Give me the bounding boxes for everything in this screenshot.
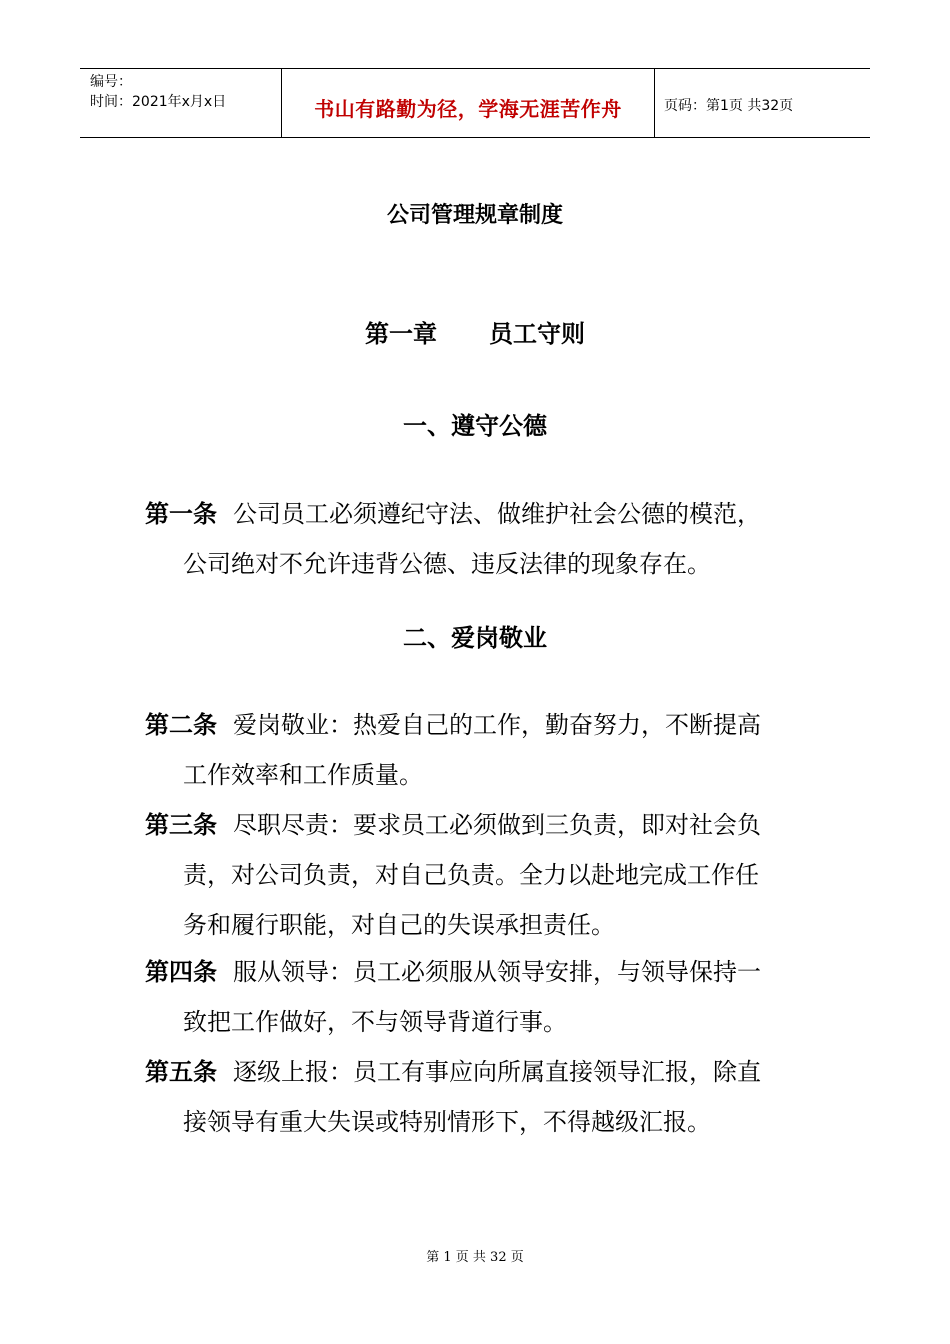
article-number: 第三条 (145, 811, 217, 839)
page-footer: 第 1 页 共 32 页 (426, 1250, 524, 1265)
article-number: 第二条 (145, 711, 217, 739)
article-text: 责，对公司负责，对自己负责。全力以赴地完成工作任 (183, 861, 759, 889)
number-label: 编号： (90, 74, 132, 90)
article-text: 公司员工必须遵纪守法、做维护社会公德的模范， (233, 500, 761, 528)
chapter-heading (0, 314, 950, 349)
page-info: 页码：第1页 共32页 (664, 98, 794, 114)
header-table (80, 68, 870, 138)
article-3 (145, 800, 815, 950)
header-right-cell (654, 69, 870, 137)
time-label: 时间：2021年x月x日 (90, 94, 227, 110)
article-text: 致把工作做好，不与领导背道行事。 (183, 1008, 567, 1036)
article-text: 逐级上报：员工有事应向所属直接领导汇报，除直 (233, 1058, 761, 1086)
article-text: 服从领导：员工必须服从领导安排，与领导保持一 (233, 958, 761, 986)
article-number: 第四条 (145, 958, 217, 986)
article-text: 公司绝对不允许违背公德、违反法律的现象存在。 (183, 550, 711, 578)
chapter-number: 第一章 (365, 320, 437, 348)
article-text: 接领导有重大失误或特别情形下，不得越级汇报。 (183, 1108, 711, 1136)
section-heading: 二、爱岗敬业 (403, 624, 547, 652)
article-number: 第一条 (145, 500, 217, 528)
article-text: 工作效率和工作质量。 (183, 761, 423, 789)
motto: 书山有路勤为径，学海无涯苦作舟 (314, 97, 622, 121)
header-left-cell (80, 69, 280, 137)
article-text: 尽职尽责：要求员工必须做到三负责，即对社会负 (233, 811, 761, 839)
chapter-title: 员工守则 (489, 320, 585, 348)
article-5 (145, 1047, 815, 1147)
header-mid-cell (281, 69, 655, 137)
article-4 (145, 947, 815, 1047)
article-text: 务和履行职能，对自己的失误承担责任。 (183, 911, 615, 939)
article-2 (145, 700, 815, 800)
article-1 (145, 489, 815, 589)
article-text: 爱岗敬业：热爱自己的工作，勤奋努力，不断提高 (233, 711, 761, 739)
section-heading: 一、遵守公德 (403, 412, 547, 440)
document-title: 公司管理规章制度 (386, 203, 563, 228)
article-number: 第五条 (145, 1058, 217, 1086)
